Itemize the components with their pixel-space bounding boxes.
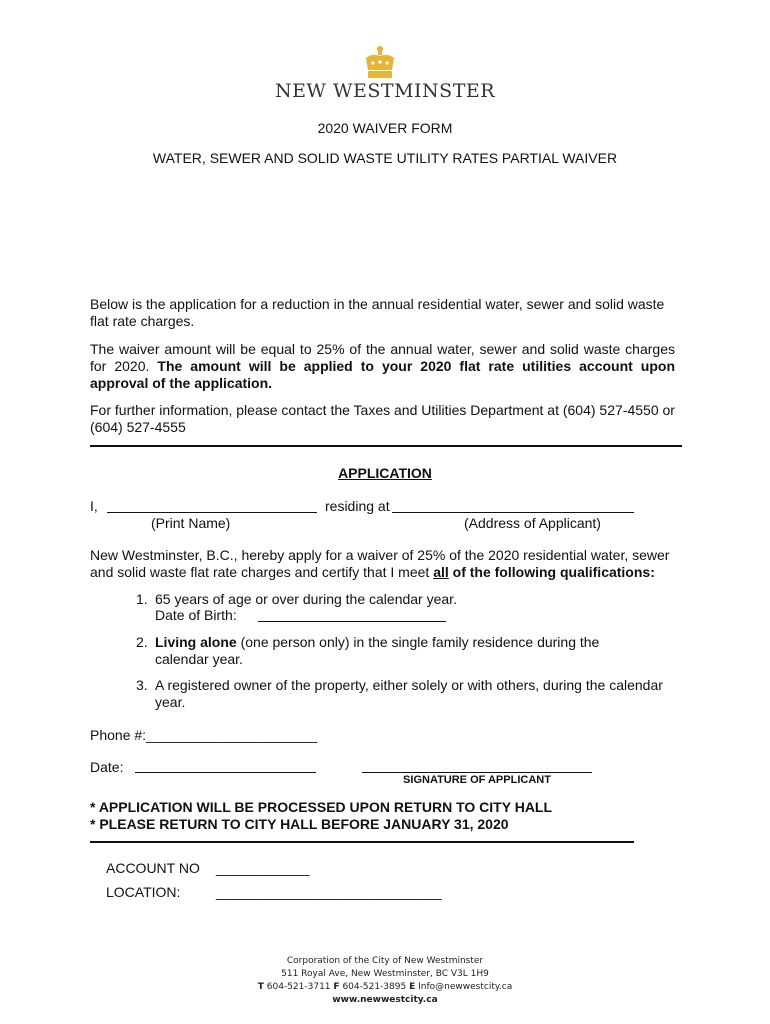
date-label: Date: bbox=[90, 759, 124, 775]
q2-number: 2. bbox=[136, 634, 148, 650]
print-name-caption: (Print Name) bbox=[151, 515, 231, 531]
form-subtitle: WATER, SEWER AND SOLID WASTE UTILITY RATES PARTIAL WAIVER bbox=[152, 150, 618, 166]
location-label: LOCATION: bbox=[106, 884, 181, 900]
footer-t-label: T bbox=[257, 982, 264, 992]
intro-paragraph-1: Below is the application for a reduction in the annual residential water, sewer and solid waste flat rate charges. bbox=[90, 296, 665, 329]
q2-bold: Living alone bbox=[155, 634, 237, 650]
notice-divider bbox=[90, 841, 634, 843]
print-name-field[interactable] bbox=[107, 512, 317, 513]
section-divider bbox=[90, 445, 682, 447]
application-heading: APPLICATION bbox=[338, 465, 432, 481]
footer-e-label: E bbox=[409, 982, 416, 992]
statement-all: all bbox=[433, 564, 449, 580]
q3-number: 3. bbox=[136, 677, 148, 693]
q1-number: 1. bbox=[136, 591, 148, 607]
phone-field[interactable]: Phone #:______________________ bbox=[90, 727, 318, 743]
dob-field[interactable] bbox=[258, 621, 446, 622]
address-caption: (Address of Applicant) bbox=[464, 515, 601, 531]
q3-text: A registered owner of the property, either solely or with others, during the calendar bbox=[155, 677, 663, 693]
footer-f-label: F bbox=[333, 982, 340, 992]
footer-website[interactable]: www.newwestcity.ca bbox=[332, 995, 438, 1005]
q2-text bbox=[155, 634, 599, 651]
q3-text-cont: year. bbox=[155, 694, 186, 710]
footer bbox=[0, 955, 770, 1007]
footer-fax: 604-521-3895 bbox=[342, 982, 407, 992]
date-field[interactable] bbox=[135, 772, 316, 773]
org-name: NEW WESTMINSTER bbox=[274, 80, 496, 102]
location-field[interactable]: _____________________________ bbox=[216, 884, 442, 900]
signature-caption: SIGNATURE OF APPLICANT bbox=[403, 774, 551, 786]
q1-text: 65 years of age or over during the calendar year. bbox=[155, 591, 457, 607]
dob-label: Date of Birth: bbox=[155, 607, 237, 623]
residing-label: residing at bbox=[325, 498, 390, 514]
footer-phone: 604-521-3711 bbox=[266, 982, 331, 992]
notice-2: * PLEASE RETURN TO CITY HALL BEFORE JANUARY 31, 2020 bbox=[90, 816, 509, 832]
footer-email[interactable]: Info@newwestcity.ca bbox=[418, 982, 513, 992]
statement-bold: of the following qualifications: bbox=[452, 564, 655, 580]
address-field[interactable] bbox=[392, 512, 634, 513]
signature-field[interactable] bbox=[362, 772, 592, 773]
notice-1: * APPLICATION WILL BE PROCESSED UPON RETURN TO CITY HALL bbox=[90, 799, 553, 815]
contact-paragraph: For further information, please contact the Taxes and Utilities Department at (604) 527-4550 or (604) 527-4555 bbox=[90, 402, 675, 435]
intro-p2-normal: The waiver amount will be equal to 25% of the annual water, sewer and solid waste charges for 2020. bbox=[90, 341, 675, 374]
account-label: ACCOUNT NO bbox=[106, 860, 200, 876]
form-title: 2020 WAIVER FORM bbox=[317, 120, 453, 136]
intro-p2-bold: The amount will be applied to your 2020 flat rate utilities account upon approval of the application. bbox=[90, 358, 676, 391]
footer-corporation: Corporation of the City of New Westminster bbox=[286, 956, 484, 966]
footer-address: 511 Royal Ave, New Westminster, BC V3L 1H9 bbox=[281, 969, 489, 979]
statement bbox=[90, 547, 675, 581]
q2-text-cont: calendar year. bbox=[155, 651, 243, 667]
crown-logo-icon bbox=[364, 46, 396, 80]
account-field[interactable]: ____________ bbox=[216, 860, 310, 876]
footer-contacts bbox=[0, 981, 770, 994]
i-label: I, bbox=[90, 498, 98, 514]
intro-paragraph-2 bbox=[90, 341, 675, 392]
statement-normal: New Westminster, B.C., hereby apply for a waiver of 25% of the 2020 residential water, sewer and solid waste flat rate charges and certify that I meet bbox=[90, 547, 670, 580]
q2-normal: (one person only) in the single family residence during the bbox=[240, 634, 600, 650]
